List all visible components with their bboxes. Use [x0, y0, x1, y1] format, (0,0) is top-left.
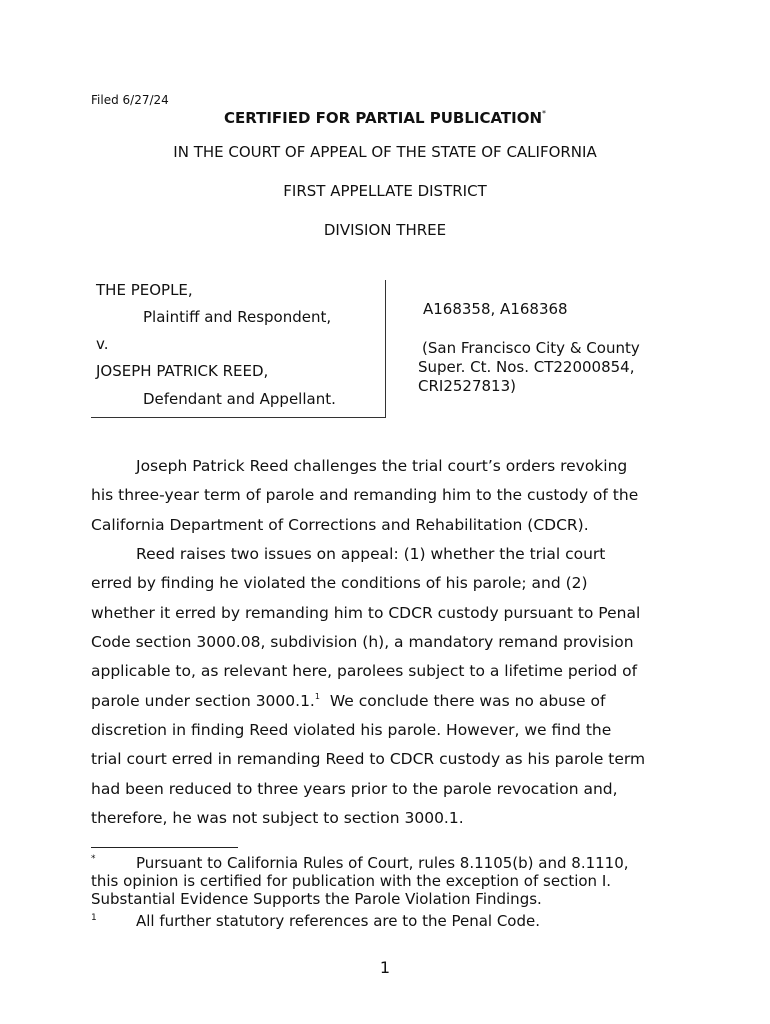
footnote-reference: 1	[314, 692, 320, 701]
body-line: applicable to, as relevant here, parolees subject to a lifetime period of	[91, 662, 638, 680]
body-line: whether it erred by remanding him to CDCR custody pursuant to Penal	[91, 604, 641, 622]
body-line: erred by finding he violated the conditions of his parole; and (2)	[91, 574, 588, 592]
footnote-star-line-3: Substantial Evidence Supports the Parole Violation Findings.	[91, 890, 542, 908]
page-number: 1	[379, 958, 391, 977]
publication-status	[0, 109, 770, 127]
body-line-text: We conclude there was no abuse of	[329, 692, 606, 710]
publication-footnote-mark: *	[542, 109, 547, 118]
superior-court-info	[418, 339, 640, 396]
body-line: therefore, he was not subject to section 3000.1.	[91, 809, 464, 827]
body-line-text: parole under section 3000.1.	[91, 692, 315, 710]
caption-people: THE PEOPLE,	[96, 281, 193, 299]
court-division: DIVISION THREE	[323, 221, 447, 239]
body-line: his three-year term of parole and remanding him to the custody of the	[91, 486, 639, 504]
caption-defendant-name: JOSEPH PATRICK REED,	[96, 362, 269, 380]
court-name: IN THE COURT OF APPEAL OF THE STATE OF CALIFORNIA	[173, 143, 597, 161]
publication-status-text: CERTIFIED FOR PARTIAL PUBLICATION	[223, 109, 543, 127]
body-line: trial court erred in remanding Reed to CDCR custody as his parole term	[91, 750, 646, 768]
filed-date: Filed 6/27/24	[91, 93, 169, 107]
body-line: discretion in finding Reed violated his parole. However, we find the	[91, 721, 612, 739]
county-line-3: CRI2527813)	[418, 377, 516, 395]
appellate-district: FIRST APPELLATE DISTRICT	[283, 182, 487, 200]
body-line: had been reduced to three years prior to the parole revocation and,	[91, 780, 618, 798]
footnote-star-mark: *	[91, 854, 96, 864]
footnote-divider	[91, 847, 238, 848]
caption-plaintiff-role: Plaintiff and Respondent,	[143, 308, 332, 326]
body-line-with-footnote	[91, 692, 605, 710]
county-line-1: (San Francisco City & County	[422, 339, 640, 357]
footnote-1-text: All further statutory references are to the Penal Code.	[136, 912, 541, 930]
body-line: California Department of Corrections and Rehabilitation (CDCR).	[91, 516, 589, 534]
footnote-star-line-2: this opinion is certified for publication with the exception of section I.	[91, 872, 612, 890]
body-line: Joseph Patrick Reed challenges the trial court’s orders revoking	[136, 457, 628, 475]
county-line-2: Super. Ct. Nos. CT22000854,	[418, 358, 635, 376]
body-line: Reed raises two issues on appeal: (1) whether the trial court	[136, 545, 606, 563]
caption-versus: v.	[96, 335, 109, 353]
case-numbers: A168358, A168368	[423, 300, 568, 318]
caption-defendant-role: Defendant and Appellant.	[143, 390, 336, 408]
footnote-star-line-1: Pursuant to California Rules of Court, rules 8.1105(b) and 8.1110,	[136, 854, 629, 872]
body-line: Code section 3000.08, subdivision (h), a mandatory remand provision	[91, 633, 634, 651]
footnote-1-mark: 1	[91, 913, 97, 923]
